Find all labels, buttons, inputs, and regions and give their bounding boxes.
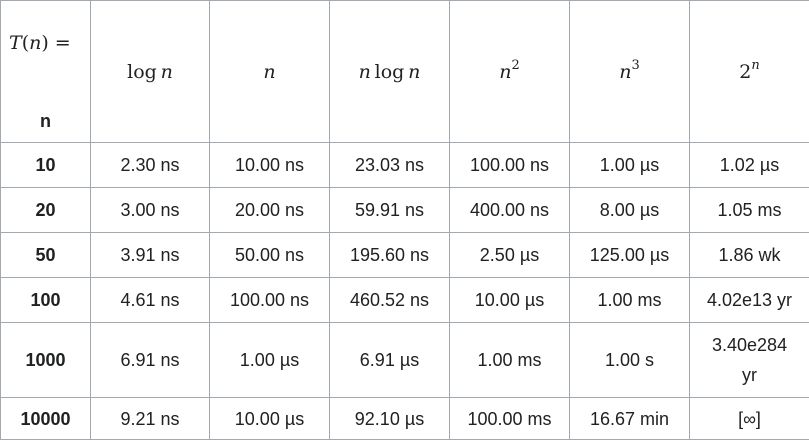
table-cell: 3.00 ns	[91, 188, 210, 233]
col-header-nlogn: n log n	[330, 1, 450, 143]
table-cell: 1.05 ms	[690, 188, 809, 233]
table-row	[1, 398, 809, 440]
table-cell: 460.52 ns	[330, 278, 450, 323]
table-row	[1, 233, 809, 278]
row-header-label: n	[40, 111, 51, 131]
table-cell: 10.00 µs	[450, 278, 570, 323]
table-cell: 2.50 µs	[450, 233, 570, 278]
table-row	[1, 323, 809, 398]
corner-label: T(n) =	[9, 32, 71, 54]
table-cell: 1.00 ms	[570, 278, 690, 323]
table-cell: 4.02e13 yr	[690, 278, 809, 323]
row-header-n: 100	[1, 278, 91, 323]
table-cell: 2.30 ns	[91, 143, 210, 188]
table-cell: 195.60 ns	[330, 233, 450, 278]
table-cell: 3.91 ns	[91, 233, 210, 278]
table-cell: 4.61 ns	[91, 278, 210, 323]
table-cell: 1.00 µs	[570, 143, 690, 188]
table-cell: 6.91 ns	[91, 323, 210, 398]
row-header-n: 10	[1, 143, 91, 188]
header-row	[1, 1, 809, 143]
row-header-n: 10000	[1, 398, 91, 440]
table-cell: 1.86 wk	[690, 233, 809, 278]
col-header-logn: log n	[91, 1, 210, 143]
row-header-n: 20	[1, 188, 91, 233]
table-cell: 3.40e284 yr	[690, 323, 809, 398]
table-cell: [∞]	[690, 398, 809, 440]
table-row	[1, 278, 809, 323]
table-cell: 92.10 µs	[330, 398, 450, 440]
table-cell: 1.00 s	[570, 323, 690, 398]
table-row	[1, 143, 809, 188]
table-cell: 20.00 ns	[210, 188, 330, 233]
table-cell: 1.00 µs	[210, 323, 330, 398]
table-cell: 8.00 µs	[570, 188, 690, 233]
col-header-2n: 2$^n$	[690, 1, 809, 143]
table-cell: 50.00 ns	[210, 233, 330, 278]
row-header-n: 50	[1, 233, 91, 278]
table-cell: 100.00 ns	[210, 278, 330, 323]
table-cell: 400.00 ns	[450, 188, 570, 233]
table-cell: 1.02 µs	[690, 143, 809, 188]
col-header-n2: $n^2$	[450, 1, 570, 143]
table-cell: 10.00 ns	[210, 143, 330, 188]
table-cell: 100.00 ms	[450, 398, 570, 440]
table-cell: 6.91 µs	[330, 323, 450, 398]
table-cell: 59.91 ns	[330, 188, 450, 233]
table-row	[1, 188, 809, 233]
corner-header	[1, 1, 91, 143]
table-cell: 125.00 µs	[570, 233, 690, 278]
table-cell: 9.21 ns	[91, 398, 210, 440]
table-cell: 16.67 min	[570, 398, 690, 440]
row-header-n: 1000	[1, 323, 91, 398]
table-cell: 100.00 ns	[450, 143, 570, 188]
col-header-n3: $n^3$	[570, 1, 690, 143]
table-cell: 1.00 ms	[450, 323, 570, 398]
col-header-n: n	[210, 1, 330, 143]
table-cell: 10.00 µs	[210, 398, 330, 440]
table-cell: 23.03 ns	[330, 143, 450, 188]
